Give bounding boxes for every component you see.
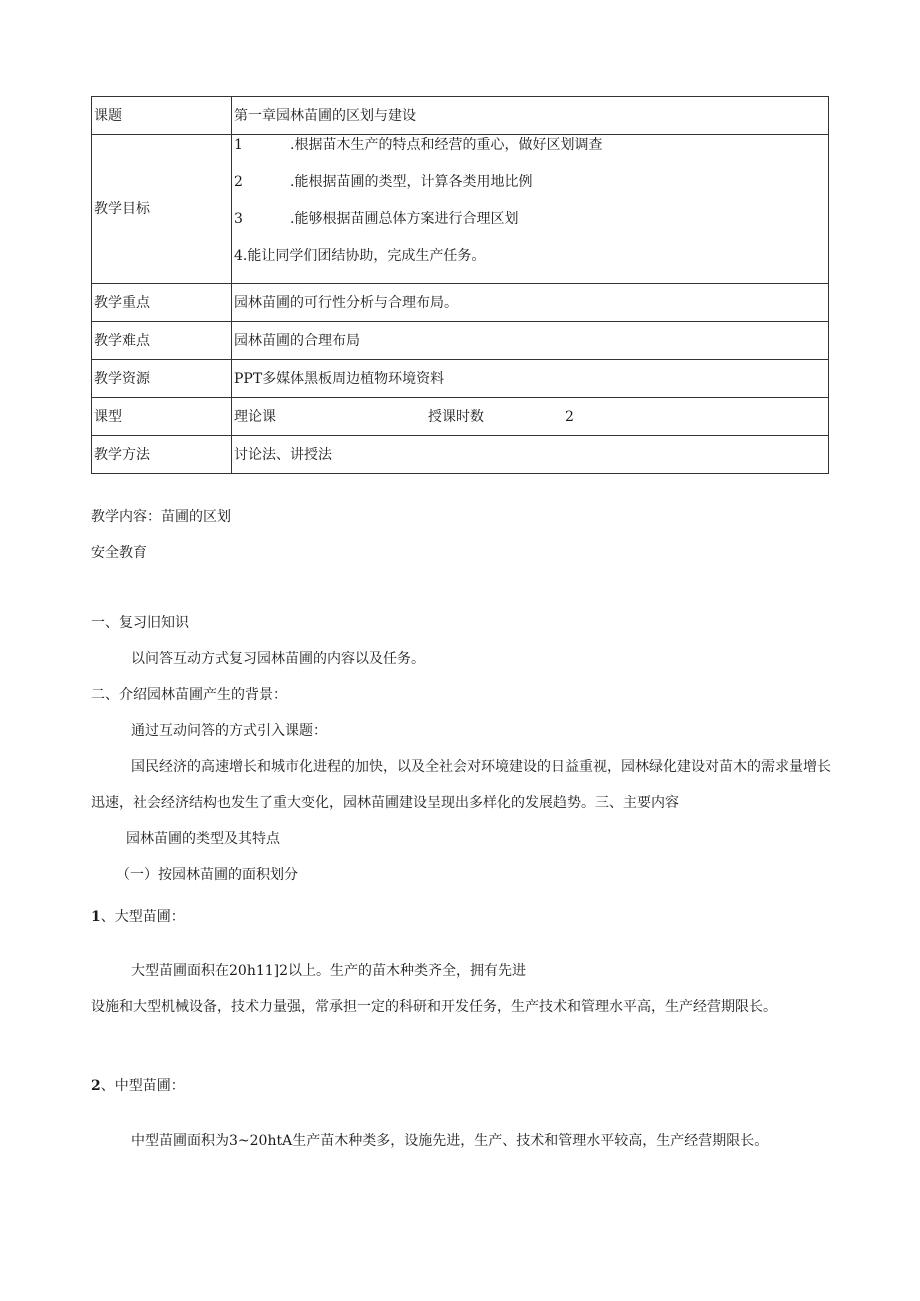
objective-text: 4.能让同学们团结协助，完成生产任务。 [234, 248, 486, 264]
method-label: 教学方法 [92, 436, 232, 474]
method-value: 讨论法、讲授法 [232, 436, 829, 474]
objectives-cell [232, 135, 829, 284]
objective-item [234, 172, 828, 209]
large-nursery-line2: 设施和大型机械设备，技术力量强，常承担一定的科研和开发任务，生产技术和管理水平高，生产经营期限长。 [91, 999, 777, 1015]
objective-number: 3 [234, 211, 243, 227]
background-paragraph: 国民经济的高速增长和城市化进程的加快，以及全社会对环境建设的日益重视，园林绿化建设对苗木的需求量增长迅速，社会经济结构也发生了重大变化，园林苗圃建设呈现出多样化的发展趋势。三、主要内容 [91, 759, 831, 811]
medium-nursery-title: 、中型苗圃： [100, 1078, 185, 1094]
objective-item [234, 135, 828, 172]
content-line: 教学内容：苗圃的区划 [91, 509, 231, 525]
lesson-type-cell [232, 398, 829, 436]
background-heading: 二、介绍园林苗圃产生的背景： [91, 687, 287, 703]
large-nursery-heading [91, 908, 185, 926]
table-row-method [92, 436, 829, 474]
difficulty-label: 教学难点 [92, 322, 232, 360]
key-point-value: 园林苗圃的可行性分析与合理布局。 [232, 284, 829, 322]
table-row-topic [92, 97, 829, 135]
table-row-objectives [92, 135, 829, 284]
objective-text: .能够根据苗圃总体方案进行合理区划 [290, 211, 519, 227]
objective-text: .根据苗木生产的特点和经营的重心，做好区划调查 [290, 137, 603, 153]
lesson-info-table [91, 96, 829, 474]
difficulty-value: 园林苗圃的合理布局 [232, 322, 829, 360]
lesson-type-label: 课型 [92, 398, 232, 436]
large-nursery-title: 、大型苗圃： [100, 909, 185, 925]
background-intro: 通过互动问答的方式引入课题： [131, 723, 327, 739]
review-heading: 一、复习旧知识 [91, 615, 189, 631]
types-heading: 园林苗圃的类型及其特点 [126, 831, 280, 847]
review-text: 以问答互动方式复习园林苗圃的内容以及任务。 [131, 651, 425, 667]
lesson-type-value: 理论课 [234, 408, 276, 425]
objective-item [234, 246, 828, 283]
objectives-label: 教学目标 [92, 135, 232, 284]
objective-number: 1 [234, 137, 243, 153]
objective-text: .能根据苗圃的类型，计算各类用地比例 [290, 174, 533, 190]
by-area-heading: （一）按园林苗圃的面积划分 [116, 867, 298, 883]
safety-line: 安全教育 [91, 545, 147, 561]
hours-label: 授课时数 [428, 408, 484, 425]
hours-value: 2 [565, 408, 574, 425]
medium-nursery-number: 2 [91, 1078, 101, 1094]
table-row-key-point [92, 284, 829, 322]
topic-label: 课题 [92, 97, 232, 135]
table-row-difficulty [92, 322, 829, 360]
objective-number: 2 [234, 174, 243, 190]
large-nursery-number: 1 [91, 909, 101, 925]
resources-value: PPT多媒体黑板周边植物环境资料 [232, 360, 829, 398]
resources-label: 教学资源 [92, 360, 232, 398]
medium-nursery-text: 中型苗圃面积为3~20htA生产苗木种类多，设施先进，生产、技术和管理水平较高，生产经营期限长。 [131, 1133, 769, 1149]
key-point-label: 教学重点 [92, 284, 232, 322]
table-row-type [92, 398, 829, 436]
large-nursery-line1: 大型苗圃面积在20h11]2以上。生产的苗木种类齐全，拥有先进 [131, 963, 527, 979]
topic-value: 第一章园林苗圃的区划与建设 [232, 97, 829, 135]
objective-item [234, 209, 828, 246]
medium-nursery-heading [91, 1077, 185, 1095]
table-row-resources [92, 360, 829, 398]
